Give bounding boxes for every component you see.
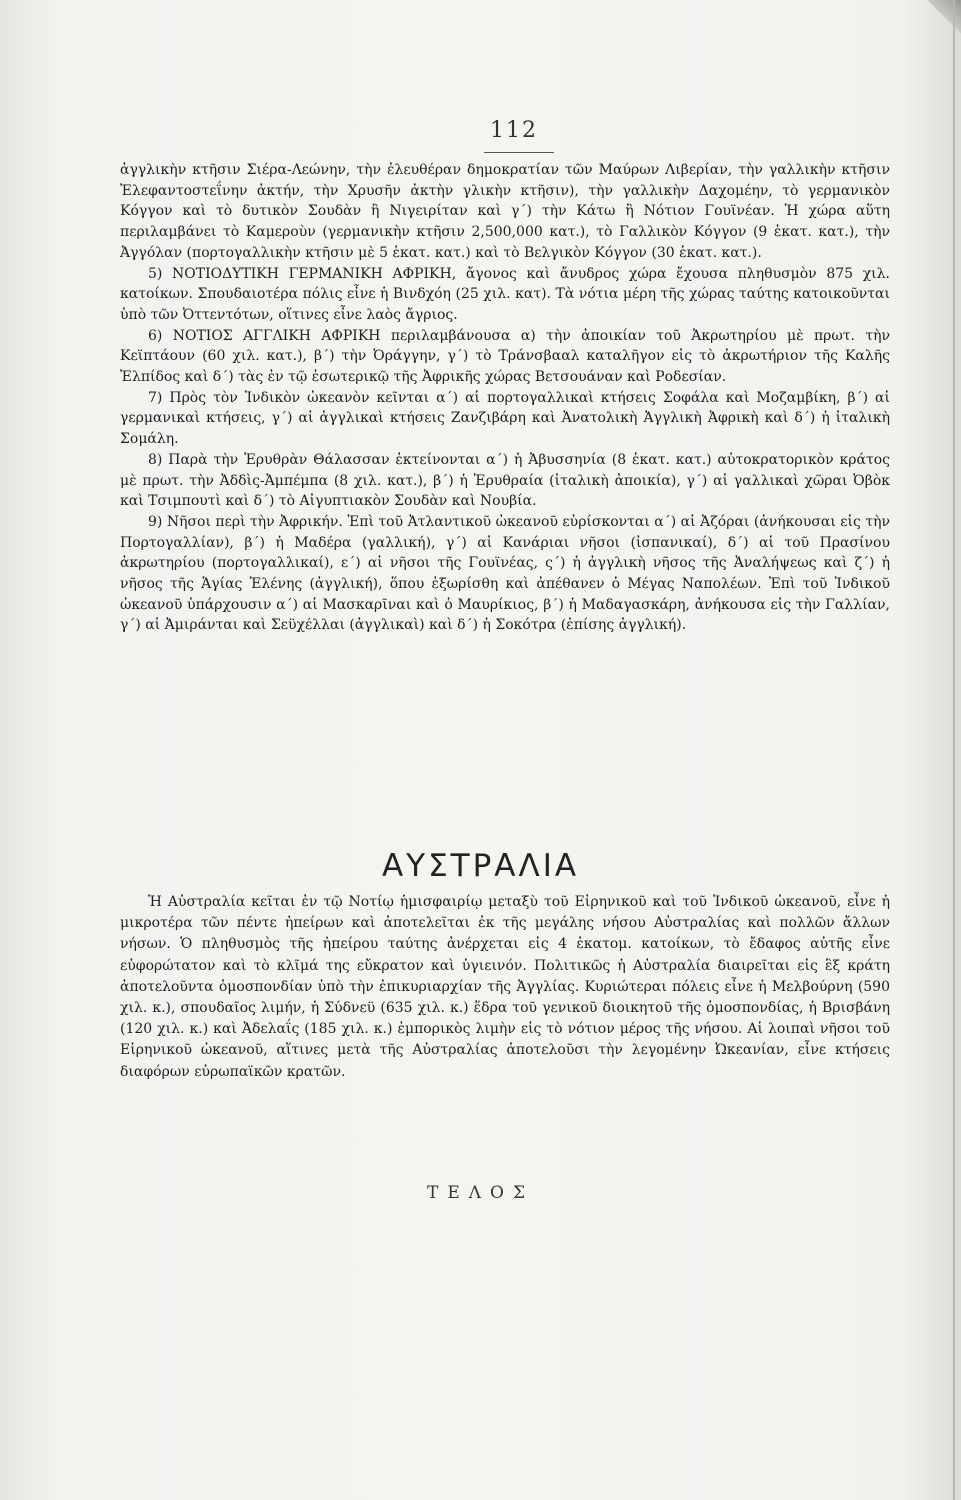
paragraph-continuation: ἀγγλικὴν κτῆσιν Σιέρα-Λεώνην, τὴν ἐλευθέραν δημοκρατίαν τῶν Μαύρων Λιβερίαν, τὴν γαλλικὴν κτῆσιν Ἐλεφαντοστεΐνην ἀκτήν, τὴν Χρυσῆν ἀκτὴν γλικὴν κτῆσιν), τὴν γαλλικὴν Δαχομέην, τὸ γερμανικὸν Κόγγον καὶ τὸ δυτικὸν Σουδὰν ἢ Νιγειρίταν καὶ γ΄) τὴν Κάτω ἢ Νότιον Γουϊνέαν. Ἡ χώρα αὕτη περιλαμβάνει τὸ Καμεροὺν (γερμανικὴν κτῆσιν 2,500,000 κατ.), τὸ Γαλλικὸν Κόγγον (9 ἑκατ. κατ.), τὴν Ἀγγόλαν (πορτογαλλικὴν κτῆσιν μὲ 5 ἑκατ. κατ.) καὶ τὸ Βελγικὸν Κόγγον (30 ἑκατ. κατ.). bbox=[120, 162, 890, 261]
paragraph-indian-ocean-coast: 7) Πρὸς τὸν Ἰνδικὸν ὠκεανὸν κεῖνται α΄) αἱ πορτογαλλικαὶ κτήσεις Σοφάλα καὶ Μοζαμβίκη, β΄) αἱ γερμανικαὶ κτήσεις, γ΄) αἱ ἀγγλικαὶ κτήσεις Ζανζιβάρη καὶ Ἀνατολικὴ Ἀγγλικὴ Ἀφρικὴ καὶ δ΄) ἡ ἰταλικὴ Σομάλη. bbox=[120, 389, 890, 448]
paragraph-southwest-german-africa: 5) ΝΟΤΙΟΔΥΤΙΚΗ ΓΕΡΜΑΝΙΚΗ ΑΦΡΙΚΗ, ἄγονος καὶ ἄνυδρος χώρα ἔχουσα πληθυσμὸν 875 χιλ. κατοίκων. Σπουδαιοτέρα πόλις εἶνε ἡ Βινδχόη (25 χιλ. κατ). Τὰ νότια μέρη τῆς χώρας ταύτης κατοικοῦνται ὑπὸ τῶν Ὀττεντότων, οἵτινες εἶνε λαὸς ἄγριος. bbox=[120, 265, 890, 323]
header-rule bbox=[484, 152, 554, 153]
section-title-australia: ΑΥΣΤΡΑΛΙΑ bbox=[381, 848, 580, 884]
end-mark: ΤΕΛΟΣ bbox=[427, 1183, 534, 1203]
africa-section-body bbox=[120, 160, 890, 636]
paragraph-red-sea-coast: 8) Παρὰ τὴν Ἐρυθρὰν Θάλασσαν ἐκτείνονται α΄) ἡ Ἀβυσσηνία (8 ἑκατ. κατ.) αὐτοκρατορικὸν κράτος μὲ πρωτ. τὴν Ἀδδὶς-Ἀμπέμπα (8 χιλ. κατ.), β΄) ἡ Ἐρυθραία (ἰταλικὴ ἀποικία), γ΄) αἱ γαλλικαὶ χῶραι Ὀβὸκ καὶ Τσιμπουτὶ καὶ δ΄) τὸ Αἰγυπτιακὸν Σουδὰν καὶ Νουβία. bbox=[120, 451, 890, 510]
paragraph-african-islands: 9) Νῆσοι περὶ τὴν Ἀφρικήν. Ἐπὶ τοῦ Ἀτλαντικοῦ ὠκεανοῦ εὑρίσκονται α΄) αἱ Ἀζόραι (ἀνήκουσαι εἰς τὴν Πορτογαλλίαν), β΄) ἡ Μαδέρα (γαλλική), γ΄) αἱ Κανάριαι νῆσοι (ἰσπανικαί), δ΄) αἱ τοῦ Πρασίνου ἀκρωτηρίου (πορτογαλλικαί), ε΄) αἱ νῆσοι τῆς Γουϊνέας, ς΄) ἡ ἀγγλικὴ νῆσος τῆς Ἀναλήψεως καὶ ζ΄) ἡ νῆσος τῆς Ἁγίας Ἑλένης (ἀγγλική), ὅπου ἐξωρίσθη καὶ ἀπέθανεν ὁ Μέγας Ναπολέων. Ἐπὶ τοῦ Ἰνδικοῦ ὠκεανοῦ ὑπάρχουσιν α΄) αἱ Μασκαρῖναι καὶ ὁ Μαυρίκιος, β΄) ἡ Μαδαγασκάρη, ἀνήκουσα εἰς τὴν Γαλλίαν, γ΄) αἱ Ἀμιράνται καὶ Σεϋχέλλαι (ἀγγλικαὶ) καὶ δ΄) ἡ Σοκότρα (ἐπίσης ἀγγλική). bbox=[120, 513, 890, 634]
folded-corner bbox=[927, 0, 961, 40]
page-number: 112 bbox=[490, 118, 538, 143]
paragraph-south-english-africa: 6) ΝΟΤΙΟΣ ΑΓΓΛΙΚΗ ΑΦΡΙΚΗ περιλαμβάνουσα α) τὴν ἀποικίαν τοῦ Ἀκρωτηρίου μὲ πρωτ. τὴν Κεϊπτάουν (60 χιλ. κατ.), β΄) τὴν Ὀράγγην, γ΄) τὸ Τράνσβααλ καταλῆγον εἰς τὸ ἀκρωτήριον τῆς Καλῆς Ἐλπίδος καὶ δ΄) τὰς ἐν τῷ ἐσωτερικῷ τῆς Ἀφρικῆς χώρας Βετσουάναν καὶ Ροδεσίαν. bbox=[120, 327, 890, 386]
page-edge bbox=[953, 0, 955, 1500]
australia-section-body bbox=[120, 892, 890, 1083]
paragraph-australia: Ἡ Αὐστραλία κεῖται ἐν τῷ Νοτίῳ ἡμισφαιρίῳ μεταξὺ τοῦ Εἰρηνικοῦ καὶ τοῦ Ἰνδικοῦ ὠκεανοῦ, εἶνε ἡ μικροτέρα τῶν πέντε ἠπείρων καὶ ἀποτελεῖται ἐκ τῆς μεγάλης νήσου Αὐστραλίας καὶ πολλῶν ἄλλων νήσων. Ὁ πληθυσμὸς τῆς ἠπείρου ταύτης ἀνέρχεται εἰς 4 ἑκατομ. κατοίκων, τὸ ἔδαφος αὐτῆς εἶνε εὐφορώτατον καὶ τὸ κλῖμά της εὔκρατον καὶ ὑγιεινόν. Πολιτικῶς ἡ Αὐστραλία διαιρεῖται εἰς ἓξ κράτη ἀποτελοῦντα ὁμοσπονδίαν ὑπὸ τὴν ἐπικυριαρχίαν τῆς Ἀγγλίας. Κυριώτεραι πόλεις εἶνε ἡ Μελβούρνη (590 χιλ. κ.), σπουδαῖος λιμήν, ἡ Σύδνεϋ (635 χιλ. κ.) ἕδρα τοῦ γενικοῦ διοικητοῦ τῆς ὁμοσπονδίας, ἡ Βρισβάνη (120 χιλ. κ.) καὶ Ἀδελαΐς (185 χιλ. κ.) ἐμπορικὸς λιμὴν εἰς τὸ νότιον μέρος τῆς νήσου. Αἱ λοιπαὶ νῆσοι τοῦ Εἰρηνικοῦ ὠκεανοῦ, αἵτινες μετὰ τῆς Αὐστραλίας ἀποτελοῦσι τὴν λεγομένην Ὠκεανίαν, εἶνε κτήσεις διαφόρων εὐρωπαϊκῶν κρατῶν. bbox=[120, 894, 890, 1080]
